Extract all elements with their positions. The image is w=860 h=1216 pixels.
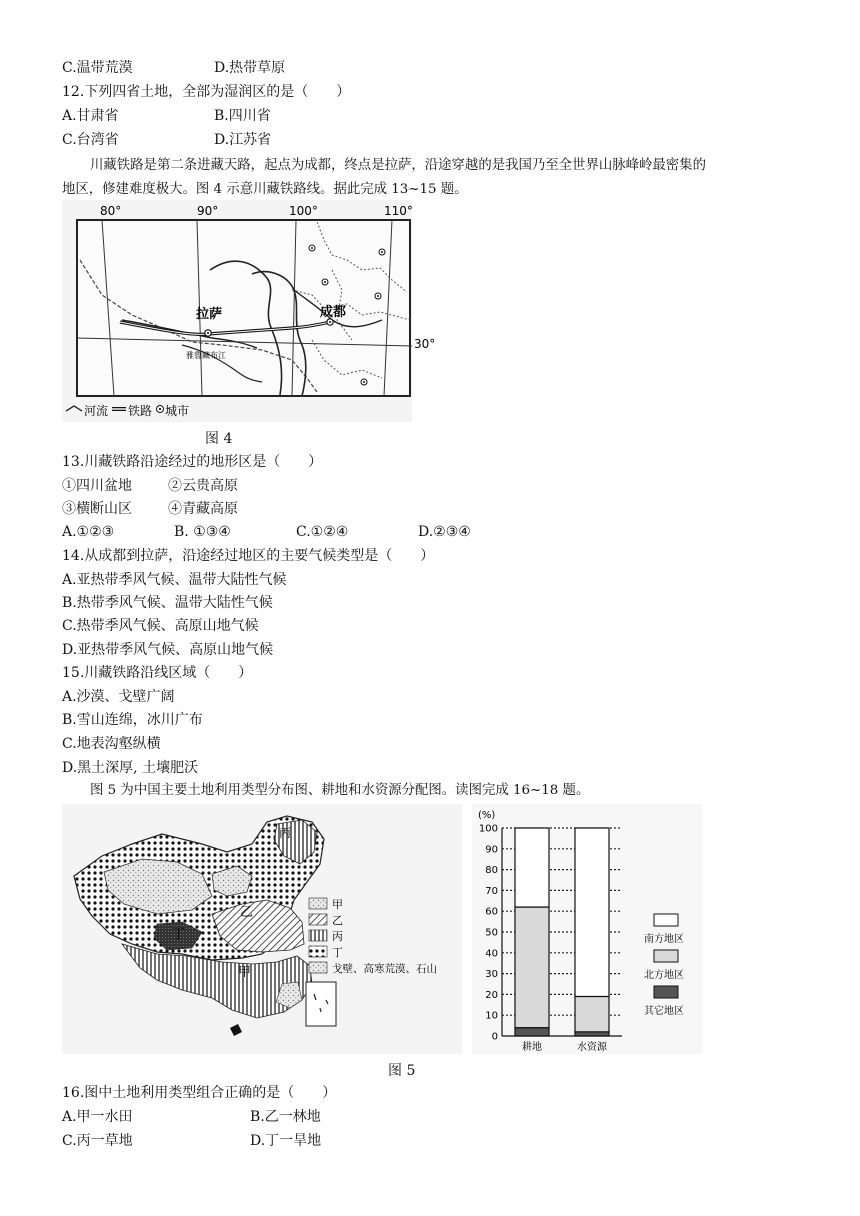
q14-option-c: C.热带季风气候、高原山地气候: [62, 618, 259, 634]
q13-option-d: D.②③④: [418, 524, 471, 540]
y-tick-label: 80: [485, 865, 498, 877]
legend-swatch-1: [654, 950, 678, 962]
figure-5-stacked-bar-chart: [472, 804, 702, 1058]
legend-label-2: 南方地区: [644, 934, 684, 945]
q14-option-b: B.热带季风气候、温带大陆性气候: [62, 595, 273, 611]
city-label-chengdu: 成都: [320, 305, 347, 320]
q15-option-c: C.地表沟壑纵横: [62, 736, 161, 752]
intro-paragraph-line2: 地区，修建难度极大。图 4 示意川藏铁路线。据此完成 13~15 题。: [62, 182, 468, 197]
y-tick-label: 60: [485, 906, 498, 918]
bar-segment-0-1: [515, 907, 549, 1028]
q13-item-2: ②云贵高原: [168, 478, 238, 494]
q15-option-a: A.沙漠、戈壁广阔: [62, 689, 175, 705]
q13-item-3: ③横断山区: [62, 501, 132, 517]
y-tick-label: 90: [485, 844, 498, 856]
q13-stem: 13.川藏铁路沿途经过的地形区是（ ）: [62, 454, 323, 470]
q15-stem: 15.川藏铁路沿线区域（ ）: [62, 665, 253, 681]
lon-label-110: 110°: [384, 204, 413, 218]
map-label-bing: 丙: [279, 826, 292, 840]
lon-label-90: 90°: [197, 204, 219, 218]
legend-river: 河流: [84, 404, 109, 418]
bar-segment-1-1: [575, 996, 609, 1031]
landuse-legend-1: 乙: [332, 914, 343, 927]
map-label-yi: 乙: [240, 905, 254, 920]
intro-paragraph-2: 图 5 为中国主要土地利用类型分布图、耕地和水资源分配图。读图完成 16~18 题。: [90, 783, 590, 798]
landuse-legend-0: 甲: [332, 898, 343, 911]
chart-unit-label: (%): [478, 810, 496, 821]
legend-label-1: 北方地区: [644, 970, 684, 981]
city-label-lhasa: 拉萨: [196, 307, 223, 322]
q14-stem: 14.从成都到拉萨，沿途经过地区的主要气候类型是（ ）: [62, 548, 435, 564]
legend-rail: 铁路: [128, 404, 153, 418]
q11-option-d: D.热带草原: [214, 60, 286, 76]
figure-5-landuse-map: [62, 804, 462, 1058]
x-category-label: 水资源: [577, 1042, 607, 1053]
bar-segment-1-2: [575, 828, 609, 996]
bar-segment-1-0: [575, 1032, 609, 1036]
q11-option-c: C.温带荒漠: [62, 60, 133, 76]
q13-option-a: A.①②③: [62, 524, 115, 540]
legend-swatch-0: [654, 986, 678, 998]
q16-option-c: C.丙一草地: [62, 1133, 133, 1149]
fig4-legend: [66, 403, 189, 418]
figure-4-caption: 图 4: [205, 431, 233, 447]
q12-option-d: D.江苏省: [214, 132, 272, 148]
y-tick-label: 100: [478, 823, 498, 835]
q12-option-a: A.甘肃省: [62, 108, 119, 124]
figure-5-caption: 图 5: [388, 1063, 416, 1079]
lat-label-30: 30°: [414, 337, 436, 351]
bar-segment-0-0: [515, 1028, 549, 1036]
y-tick-label: 40: [485, 948, 498, 960]
legend-swatch-2: [654, 914, 678, 926]
map-label-ding: 丁: [172, 927, 186, 942]
q16-option-a: A.甲一水田: [62, 1109, 133, 1125]
y-tick-label: 30: [485, 969, 498, 981]
map-label-jia: 甲: [238, 965, 252, 980]
q12-option-b: B.四川省: [214, 108, 271, 124]
x-category-label: 耕地: [522, 1042, 542, 1053]
bar-segment-0-2: [515, 828, 549, 907]
q12-stem: 12.下列四省土地，全部为湿润区的是（ ）: [62, 84, 351, 100]
landuse-legend-3: 丁: [332, 946, 343, 959]
q15-option-d: D.黑土深厚, 土壤肥沃: [62, 760, 199, 776]
figure-4-map: [62, 200, 436, 426]
legend-city: 城市: [165, 404, 190, 418]
river-label-yarlung: 雅鲁藏布江: [186, 351, 226, 360]
q16-option-d: D.丁一旱地: [250, 1133, 322, 1149]
y-tick-label: 50: [485, 927, 498, 939]
lon-label-100: 100°: [289, 204, 318, 218]
lon-label-80: 80°: [100, 204, 122, 218]
landuse-legend-4: 戈壁、高寒荒漠、石山: [332, 963, 437, 975]
legend-label-0: 其它地区: [644, 1006, 684, 1017]
q13-item-1: ①四川盆地: [62, 478, 132, 494]
q16-stem: 16.图中土地利用类型组合正确的是（ ）: [62, 1085, 337, 1101]
y-tick-label: 10: [485, 1010, 498, 1022]
y-tick-label: 70: [485, 885, 498, 897]
q13-option-c: C.①②④: [296, 524, 349, 540]
q12-option-c: C.台湾省: [62, 132, 119, 148]
q14-option-a: A.亚热带季风气候、温带大陆性气候: [62, 572, 287, 588]
q16-option-b: B.乙一林地: [250, 1109, 321, 1125]
q14-option-d: D.亚热带季风气候、高原山地气候: [62, 642, 274, 658]
q13-item-4: ④青藏高原: [168, 501, 238, 517]
q15-option-b: B.雪山连绵，冰川广布: [62, 712, 203, 728]
y-tick-label: 20: [485, 989, 498, 1001]
landuse-legend-2: 丙: [332, 930, 343, 943]
q13-option-b: B. ①③④: [174, 524, 231, 540]
y-tick-label: 0: [491, 1031, 498, 1043]
intro-paragraph-line1: 川藏铁路是第二条进藏天路，起点为成都，终点是拉萨，沿途穿越的是我国乃至全世界山脉峰岭最密集的: [90, 158, 706, 173]
